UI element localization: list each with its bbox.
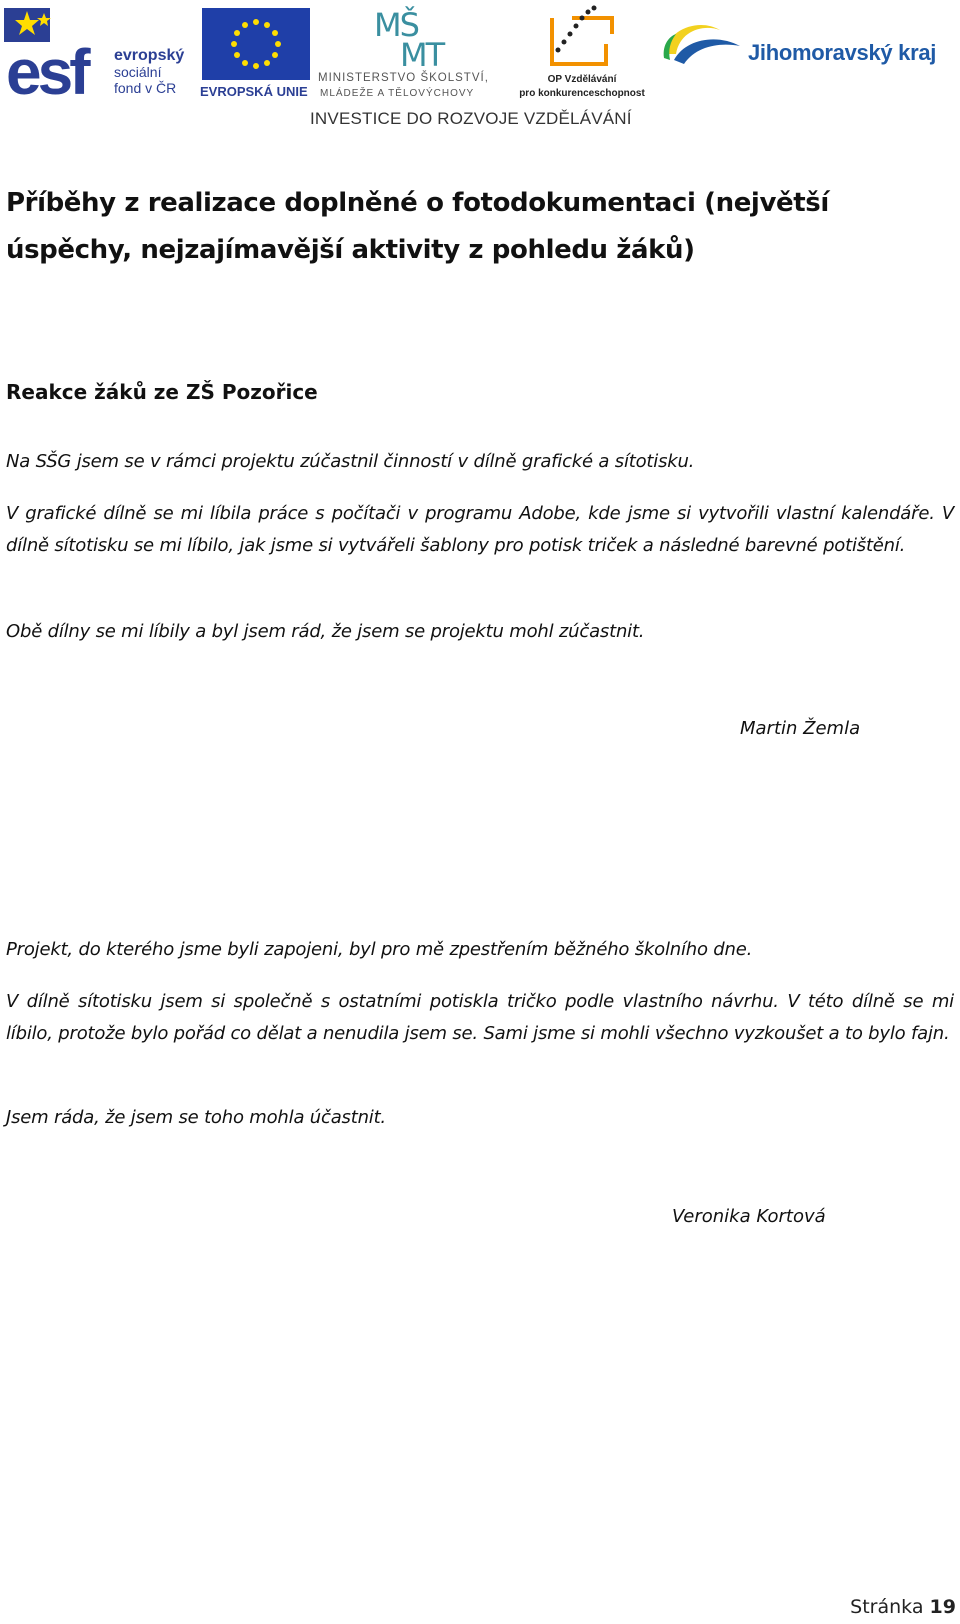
jmk-name: Jihomoravský kraj xyxy=(748,40,937,65)
op-logo xyxy=(518,4,646,100)
jmk-logo xyxy=(660,14,956,84)
entry-2-signature: Veronika Kortová xyxy=(672,1206,826,1227)
eu-caption: EVROPSKÁ UNIE xyxy=(200,84,308,99)
op-label-1: OP Vzdělávání xyxy=(547,74,617,85)
esf-logo xyxy=(4,8,192,100)
entry-1-paragraph-2: V grafické dílně se mi líbila práce s počítači v programu Adobe, kde jsme si vytvořili vlastní kalendáře. V dílně sítotisku se mi líbilo, jak jsme si vytvářeli šablony pro potisk triček a následné barevné potištění. xyxy=(6,503,954,556)
eu-logo xyxy=(200,8,312,100)
esf-label-3: fond v ČR xyxy=(114,80,177,96)
section-subheading: Reakce žáků ze ZŠ Pozořice xyxy=(6,380,318,404)
svg-text:esf: esf xyxy=(6,36,87,100)
msmt-label-2: MLÁDEŽE A TĚLOVÝCHOVY xyxy=(320,88,475,99)
logo-strip xyxy=(0,0,960,135)
page-title: Příběhy z realizace doplněné o fotodokumentaci (největší úspěchy, nejzajímavější aktivity z pohledu žáků) xyxy=(6,188,829,265)
msmt-logo xyxy=(318,6,514,98)
header-tagline: INVESTICE DO ROZVOJE VZDĚLÁVÁNÍ xyxy=(310,109,632,128)
msmt-label-1: MINISTERSTVO ŠKOLSTVÍ, xyxy=(318,72,489,84)
entry-1-paragraph-1: Na SŠG jsem se v rámci projektu zúčastnil činností v dílně grafické a sítotisku. xyxy=(6,451,695,472)
entry-1-signature: Martin Žemla xyxy=(740,718,861,739)
esf-label-1: evropský xyxy=(114,47,185,64)
eu-flag-icon xyxy=(202,8,310,80)
op-mark-icon xyxy=(542,4,622,70)
esf-label-2: sociální xyxy=(114,64,162,80)
entry-2-paragraph-1: Projekt, do kterého jsme byli zapojeni, byl pro mě zpestřením běžného školního dne. xyxy=(6,939,753,960)
jmk-swoosh-icon xyxy=(660,14,744,76)
op-label-2: pro konkurenceschopnost xyxy=(519,88,645,99)
msmt-mark-icon xyxy=(370,6,466,68)
entry-1-paragraph-3: Obě dílny se mi líbily a byl jsem rád, že jsem se projektu mohl zúčastnit. xyxy=(6,621,645,642)
page-number xyxy=(850,1596,956,1618)
svg-text:MŠ: MŠ xyxy=(374,6,418,44)
svg-text:MT: MT xyxy=(400,36,444,68)
esf-mark-icon xyxy=(4,8,108,100)
entry-2-paragraph-3: Jsem ráda, že jsem se toho mohla účastnit. xyxy=(6,1107,386,1128)
page-label: Stránka xyxy=(850,1596,924,1618)
entry-2-paragraph-2: V dílně sítotisku jsem si společně s ostatními potiskla tričko podle vlastního návrhu. V této dílně se mi líbilo, protože bylo pořád co dělat a nenudila jsem se. Sami jsme si mohli všechno vyzkoušet a to bylo fajn. xyxy=(6,991,954,1044)
page-number-value: 19 xyxy=(929,1596,956,1618)
